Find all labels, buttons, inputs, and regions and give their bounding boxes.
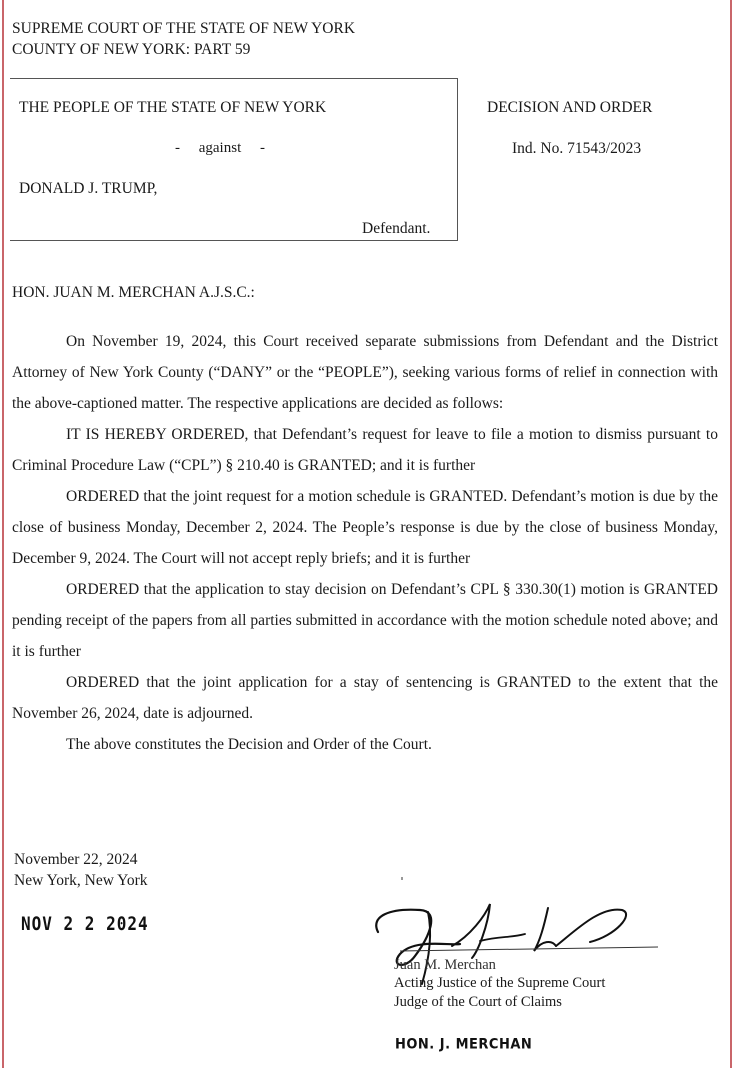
indictment-number: Ind. No. 71543/2023 [512, 140, 642, 157]
filed-date-stamp: NOV 2 2 2024 [21, 912, 149, 935]
court-county-part: COUNTY OF NEW YORK: PART 59 [12, 41, 251, 58]
page-edge-right [730, 0, 732, 1068]
scan-speck [401, 877, 403, 880]
against-label: - against - [175, 140, 265, 156]
document-type: DECISION AND ORDER [487, 99, 653, 116]
body-paragraph-closing: The above constitutes the Decision and Order of the Court. [66, 736, 432, 753]
body-paragraph-order-stay-sentencing: ORDERED that the joint application for a stay of sentencing is GRANTED to the extent that the November 26, 2024, date is adjourned. [12, 674, 718, 722]
signer-name: Juan M. Merchan [394, 957, 496, 973]
signer-title-court-of-claims: Judge of the Court of Claims [394, 994, 562, 1010]
defendant-name: DONALD J. TRUMP, [19, 180, 158, 197]
body-paragraph-order-schedule: ORDERED that the joint request for a motion schedule is GRANTED. Defendant’s motion is due by the close of business Monday, December 2, 2024. The People’s response is due by the close of business Monday, December 9, 2024. The Court will not accept reply briefs; and it is further [12, 488, 718, 567]
body-paragraph-intro: On November 19, 2024, this Court received separate submissions from Defendant and the District Attorney of New York County (“DANY” or the “PEOPLE”), seeking various forms of relief in connection with the above-captioned matter. The respective applications are decided as follows: [12, 333, 718, 412]
body-paragraph-order-stay-decision: ORDERED that the application to stay decision on Defendant’s CPL § 330.30(1) motion is GRANTED pending receipt of the papers from all parties submitted in accordance with the motion schedule noted above; and it is further [12, 581, 718, 660]
dateline-date: November 22, 2024 [14, 851, 138, 868]
judge-heading: HON. JUAN M. MERCHAN A.J.S.C.: [12, 284, 255, 301]
plaintiff-name: THE PEOPLE OF THE STATE OF NEW YORK [19, 99, 327, 116]
defendant-label: Defendant. [362, 220, 431, 237]
court-header [12, 18, 355, 60]
court-name: SUPREME COURT OF THE STATE OF NEW YORK [12, 20, 356, 37]
judge-name-stamp: HON. J. MERCHAN [395, 1036, 533, 1053]
page-edge-left [2, 0, 4, 1068]
dateline-place: New York, New York [14, 872, 148, 889]
signer-title-acting-justice: Acting Justice of the Supreme Court [394, 975, 606, 991]
dateline [14, 849, 148, 891]
body-paragraph-order-dismiss: IT IS HEREBY ORDERED, that Defendant’s request for leave to file a motion to dismiss pursuant to Criminal Procedure Law (“CPL”) § 210.40 is GRANTED; and it is further [12, 426, 718, 474]
